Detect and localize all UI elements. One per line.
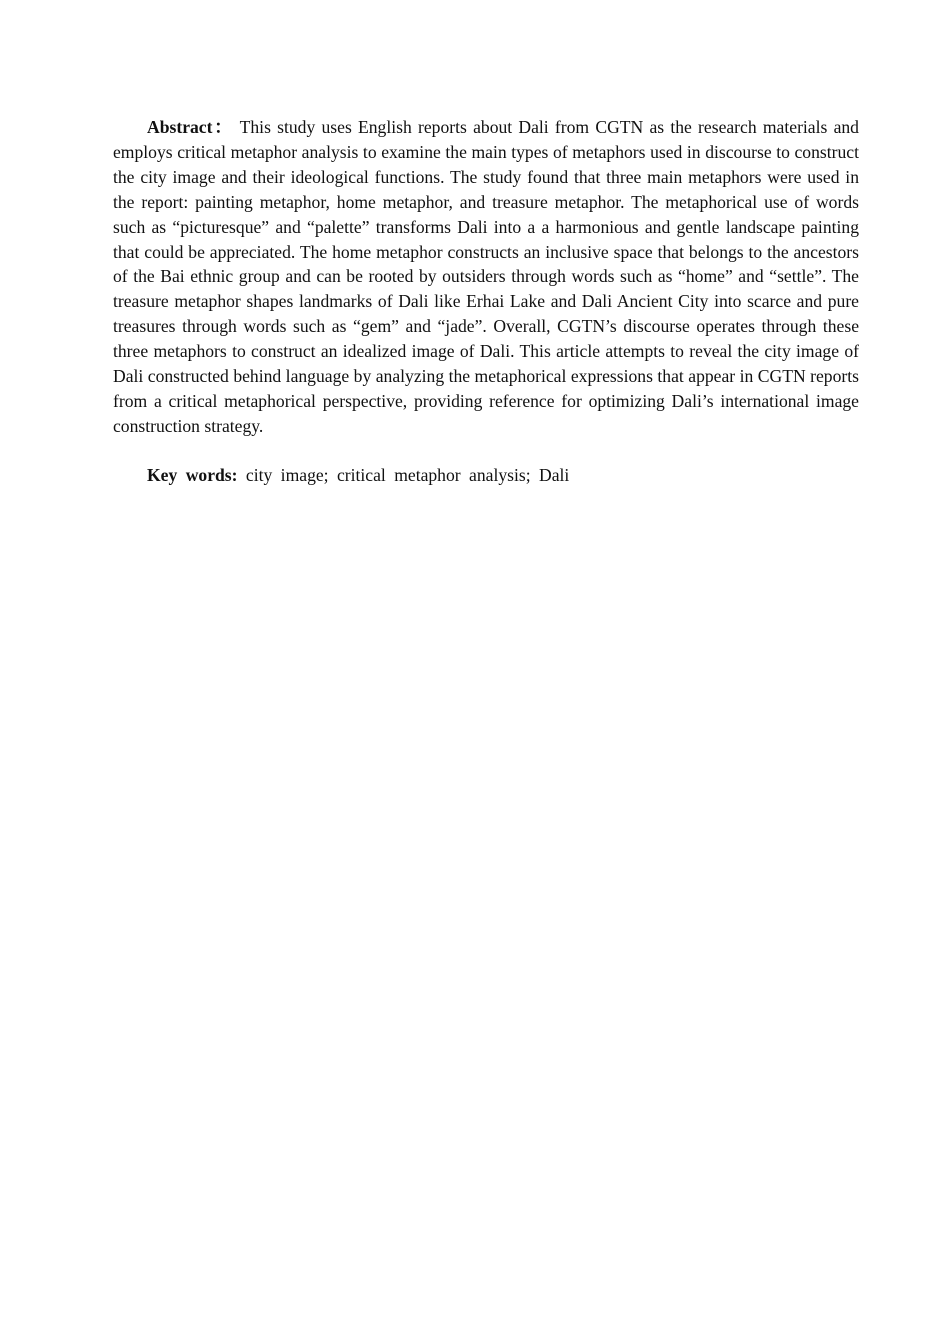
keywords-paragraph bbox=[113, 463, 859, 488]
abstract-text: This study uses English reports about Dali from CGTN as the research materials and employs critical metaphor analysis to examine the main types of metaphors used in discourse to construct the city image and their ideological functions. The study found that three main metaphors were used in the report: painting metaphor, home metaphor, and treasure metaphor. The metaphorical use of words such as “picturesque” and “palette” transforms Dali into a a harmonious and gentle landscape painting that could be appreciated. The home metaphor constructs an inclusive space that belongs to the ancestors of the Bai ethnic group and can be rooted by outsiders through words such as “home” and “settle”. The treasure metaphor shapes landmarks of Dali like Erhai Lake and Dali Ancient City into scarce and pure treasures through words such as “gem” and “jade”. Overall, CGTN’s discourse operates through these three metaphors to construct an idealized image of Dali. This article attempts to reveal the city image of Dali constructed behind language by analyzing the metaphorical expressions that appear in CGTN reports from a critical metaphorical perspective, providing reference for optimizing Dali’s international image construction strategy. bbox=[113, 117, 859, 436]
abstract-paragraph bbox=[113, 115, 859, 439]
abstract-label: Abstract： bbox=[147, 117, 234, 137]
keywords-text: city image; critical metaphor analysis; Dali bbox=[245, 464, 570, 485]
keywords-label: Key words: bbox=[147, 464, 238, 485]
document-body bbox=[113, 115, 859, 488]
